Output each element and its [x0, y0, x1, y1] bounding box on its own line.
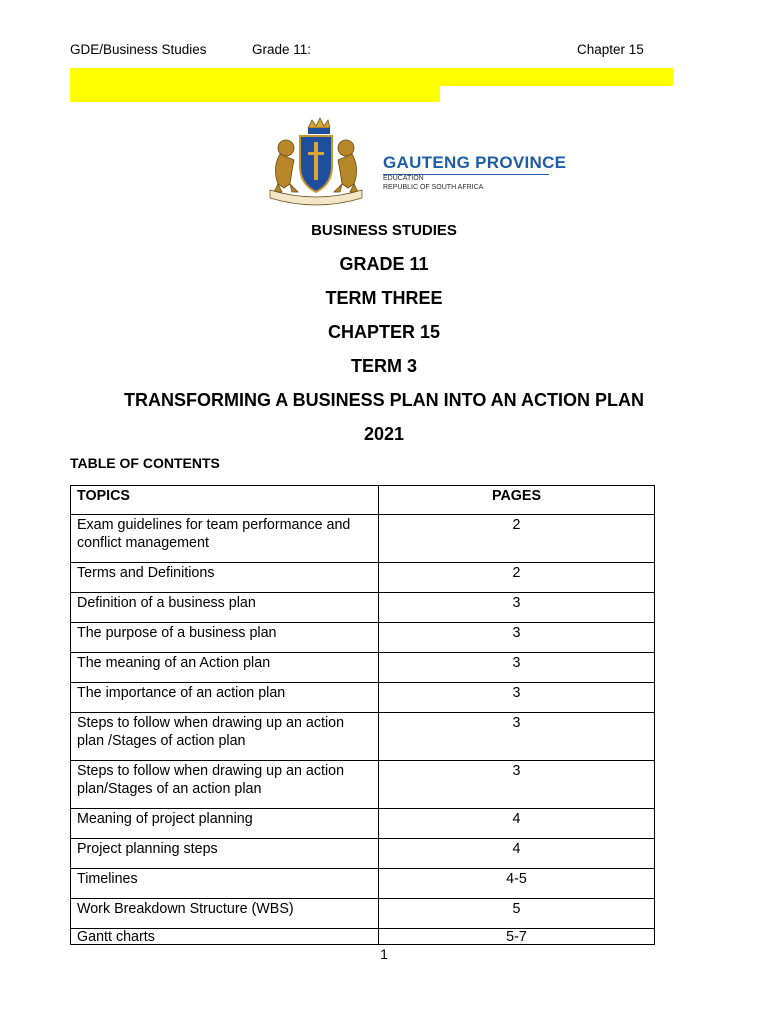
toc-pages: 2: [379, 515, 655, 563]
toc-column-pages: PAGES: [379, 486, 655, 515]
toc-pages: 2: [379, 563, 655, 593]
toc-topic: Steps to follow when drawing up an action plan/Stages of an action plan: [71, 761, 379, 809]
toc-topic: Definition of a business plan: [71, 593, 379, 623]
year-title: 2021: [363, 424, 405, 444]
toc-header-row: [71, 486, 655, 515]
toc-pages: 4: [379, 809, 655, 839]
toc-topic: Gantt charts: [71, 929, 379, 945]
gauteng-logo: [250, 108, 570, 206]
toc-pages: 3: [379, 593, 655, 623]
coat-of-arms-icon: [250, 108, 382, 206]
logo-subtitle-education: EDUCATION: [383, 175, 424, 182]
chapter-title: CHAPTER 15: [327, 322, 441, 342]
toc-pages: 3: [379, 653, 655, 683]
yellow-highlight-bar-short: [70, 86, 440, 102]
header-grade: Grade 11:: [252, 42, 312, 57]
term-title: TERM THREE: [325, 288, 443, 308]
toc-topic: Timelines: [71, 869, 379, 899]
header-subject: GDE/Business Studies: [70, 42, 207, 57]
toc-pages: 3: [379, 713, 655, 761]
page-header: [70, 42, 650, 62]
toc-pages: 4: [379, 839, 655, 869]
toc-column-topics: TOPICS: [71, 486, 379, 515]
toc-topic: The purpose of a business plan: [71, 623, 379, 653]
toc-pages: 3: [379, 761, 655, 809]
toc-topic: The meaning of an Action plan: [71, 653, 379, 683]
table-row: [71, 653, 655, 683]
table-row: [71, 713, 655, 761]
page-number: 1: [380, 946, 388, 962]
toc-topic: Work Breakdown Structure (WBS): [71, 899, 379, 929]
table-row: [71, 593, 655, 623]
table-row: [71, 929, 655, 945]
header-chapter: Chapter 15: [577, 42, 644, 57]
toc-pages: 5: [379, 899, 655, 929]
toc-pages: 3: [379, 683, 655, 713]
table-row: [71, 683, 655, 713]
table-row: [71, 809, 655, 839]
table-row: [71, 563, 655, 593]
toc-topic: The importance of an action plan: [71, 683, 379, 713]
logo-title: GAUTENG PROVINCE: [383, 153, 567, 172]
toc-topic: Project planning steps: [71, 839, 379, 869]
toc-topic: Meaning of project planning: [71, 809, 379, 839]
table-row: [71, 839, 655, 869]
table-row: [71, 623, 655, 653]
toc-table: [70, 485, 655, 945]
subject-title: BUSINESS STUDIES: [311, 222, 457, 239]
table-row: [71, 899, 655, 929]
toc-pages: 3: [379, 623, 655, 653]
topic-title: TRANSFORMING A BUSINESS PLAN INTO AN ACTION PLAN: [123, 390, 644, 410]
toc-topic: Terms and Definitions: [71, 563, 379, 593]
toc-pages: 4-5: [379, 869, 655, 899]
table-row: [71, 515, 655, 563]
table-row: [71, 761, 655, 809]
toc-heading: TABLE OF CONTENTS: [70, 455, 220, 471]
toc-topic: Steps to follow when drawing up an action plan /Stages of action plan: [71, 713, 379, 761]
table-row: [71, 869, 655, 899]
toc-topic: Exam guidelines for team performance and conflict management: [71, 515, 379, 563]
toc-pages: 5-7: [379, 929, 655, 945]
grade-title: GRADE 11: [339, 254, 429, 274]
yellow-highlight-bar: [70, 68, 673, 86]
logo-subtitle-country: REPUBLIC OF SOUTH AFRICA: [383, 184, 484, 191]
term-number-title: TERM 3: [350, 356, 417, 376]
